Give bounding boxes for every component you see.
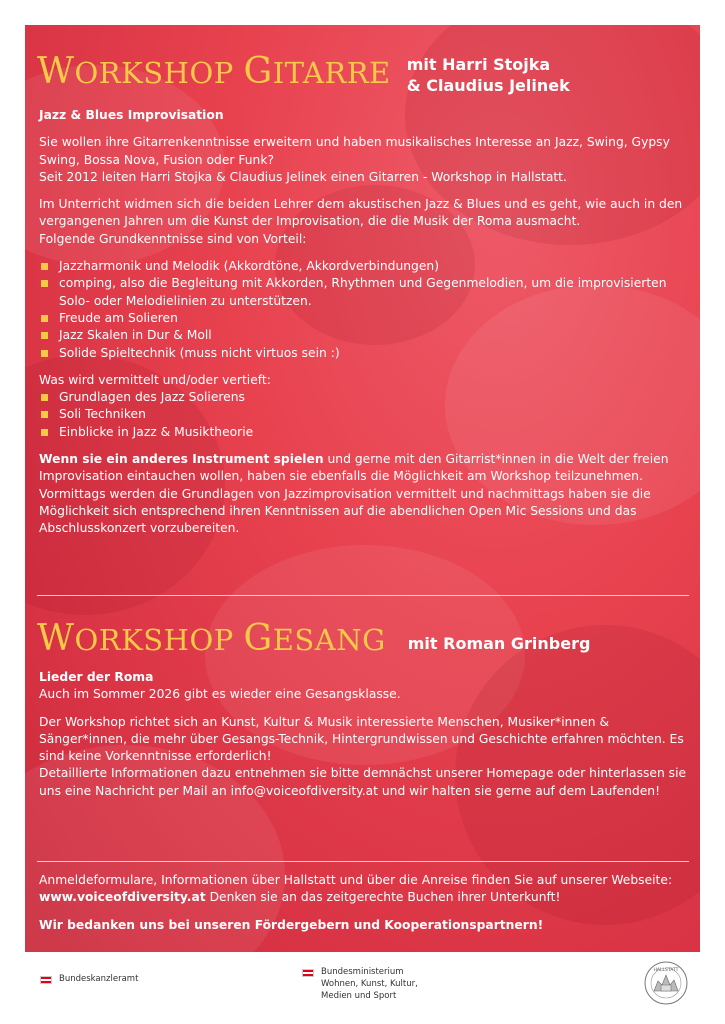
prereq-list — [39, 258, 687, 362]
bullet-square-icon — [41, 263, 48, 270]
hallstatt-seal-icon — [644, 961, 688, 1005]
austria-flag-icon — [40, 976, 52, 984]
section-divider — [37, 595, 689, 596]
guitar-subtitle: Jazz & Blues Improvisation — [39, 108, 224, 122]
bullet-square-icon — [41, 411, 48, 418]
taught-intro: Was wird vermittelt und/oder vertieft: — [39, 372, 271, 387]
svg-text:HALLSTATT: HALLSTATT — [653, 968, 679, 973]
registration-info: Anmeldeformulare, Informationen über Hallstatt und über die Anreise finden Sie auf unserer Webseite: www.voiceofdiversity.at Denken sie an das zeitgerechte Buchen ihrer Unterkunft! — [39, 873, 673, 905]
vocal-intro: Auch im Sommer 2026 gibt es wieder eine Gesangsklasse. — [39, 687, 401, 702]
bullet-square-icon — [41, 394, 48, 401]
list-item: Freude am Solieren — [39, 310, 687, 327]
list-item: Grundlagen des Jazz Solierens — [39, 389, 687, 406]
bullet-square-icon — [41, 315, 48, 322]
guitar-header — [37, 51, 570, 96]
vocal-section — [39, 669, 687, 800]
vocal-subtitle: Lieder der Roma — [39, 670, 154, 684]
guitar-lessons: Im Unterricht widmen sich die beiden Lehrer dem akustischen Jazz & Blues und es geht, wie auch in den vergangenen Jahren um die Kunst der Improvisation, die die Musik der Roma ausmacht. — [39, 197, 683, 229]
guitar-intro-2: Seit 2012 leiten Harri Stojka & Claudius Jelinek einen Gitarren - Workshop in Hallstatt. — [39, 169, 567, 184]
section-divider — [37, 861, 689, 862]
guitar-intro: Sie wollen ihre Gitarrenkenntnisse erweitern und haben musikalisches Interesse an Jazz, Swing, Gypsy Swing, Bossa Nova, Fusion oder Funk? — [39, 135, 670, 167]
vocal-teacher: mit Roman Grinberg — [407, 634, 591, 653]
website-link[interactable]: www.voiceofdiversity.at — [39, 890, 206, 905]
list-item: comping, also die Begleitung mit Akkorden, Rhythmen und Gegenmelodien, um die improvisierten Solo- oder Melodielinien zu unterstützen. — [39, 275, 687, 310]
bullet-square-icon — [41, 280, 48, 287]
taught-list — [39, 389, 687, 441]
guitar-teachers: mit Harri Stojka & Claudius Jelinek — [406, 55, 570, 95]
closing-section — [39, 872, 687, 934]
other-instruments-text: Wenn sie ein anderes Instrument spielen und gerne mit den Gitarrist*innen in die Welt der freien Improvisation eintauchen wollen, haben sie ebenfalls die Möglichkeit am Workshop teilzunehmen. Vormittags werden die Grundlagen von Jazzimprovisation vermittelt und nachmittags haben sie die Möglichkeit sich entsprechend ihren Kenntnissen auf die abendlichen Open Mic Sessions und das Abschlusskonzert vorzubereiten. — [39, 452, 669, 536]
poster — [25, 25, 700, 952]
sponsor-footer — [0, 958, 725, 1024]
vocal-body: Der Workshop richtet sich an Kunst, Kultur & Musik interessierte Menschen, Musiker*innen & Sänger*innen, die mehr über Gesangs-Technik, Hintergrundwissen und Geschichte erfahren möchten. Es sind keine Vorkenntnisse erforderlich! — [39, 714, 684, 764]
austria-flag-icon — [302, 969, 314, 977]
bullet-square-icon — [41, 332, 48, 339]
list-item: Soli Techniken — [39, 406, 687, 423]
sponsor-logo-ministry: Bundesministerium Wohnen, Kunst, Kultur, Medien und Sport — [302, 966, 418, 1002]
list-item: Jazzharmonik und Melodik (Akkordtöne, Akkordverbindungen) — [39, 258, 687, 275]
vocal-title: WORKSHOP GESANG — [37, 618, 386, 659]
list-item: Einblicke in Jazz & Musiktheorie — [39, 424, 687, 441]
guitar-title: WORKSHOP GITARRE — [37, 51, 391, 92]
bullet-square-icon — [41, 350, 48, 357]
list-item: Jazz Skalen in Dur & Moll — [39, 327, 687, 344]
prereq-intro: Folgende Grundkenntnisse sind von Vorteil: — [39, 231, 307, 246]
guitar-section — [39, 107, 687, 538]
sponsor-logo-bundeskanzleramt: Bundeskanzleramt — [40, 973, 138, 985]
list-item: Solide Spieltechnik (muss nicht virtuos sein :) — [39, 345, 687, 362]
vocal-header — [37, 618, 591, 659]
bullet-square-icon — [41, 429, 48, 436]
vocal-body-2: Detaillierte Informationen dazu entnehmen sie bitte demnächst unserer Homepage oder hinterlassen sie uns eine Nachricht per Mail an info@voiceofdiversity.at und wir halten sie gerne auf dem Laufenden! — [39, 766, 687, 798]
thanks-text: Wir bedanken uns bei unseren Fördergebern und Kooperationspartnern! — [39, 917, 544, 932]
